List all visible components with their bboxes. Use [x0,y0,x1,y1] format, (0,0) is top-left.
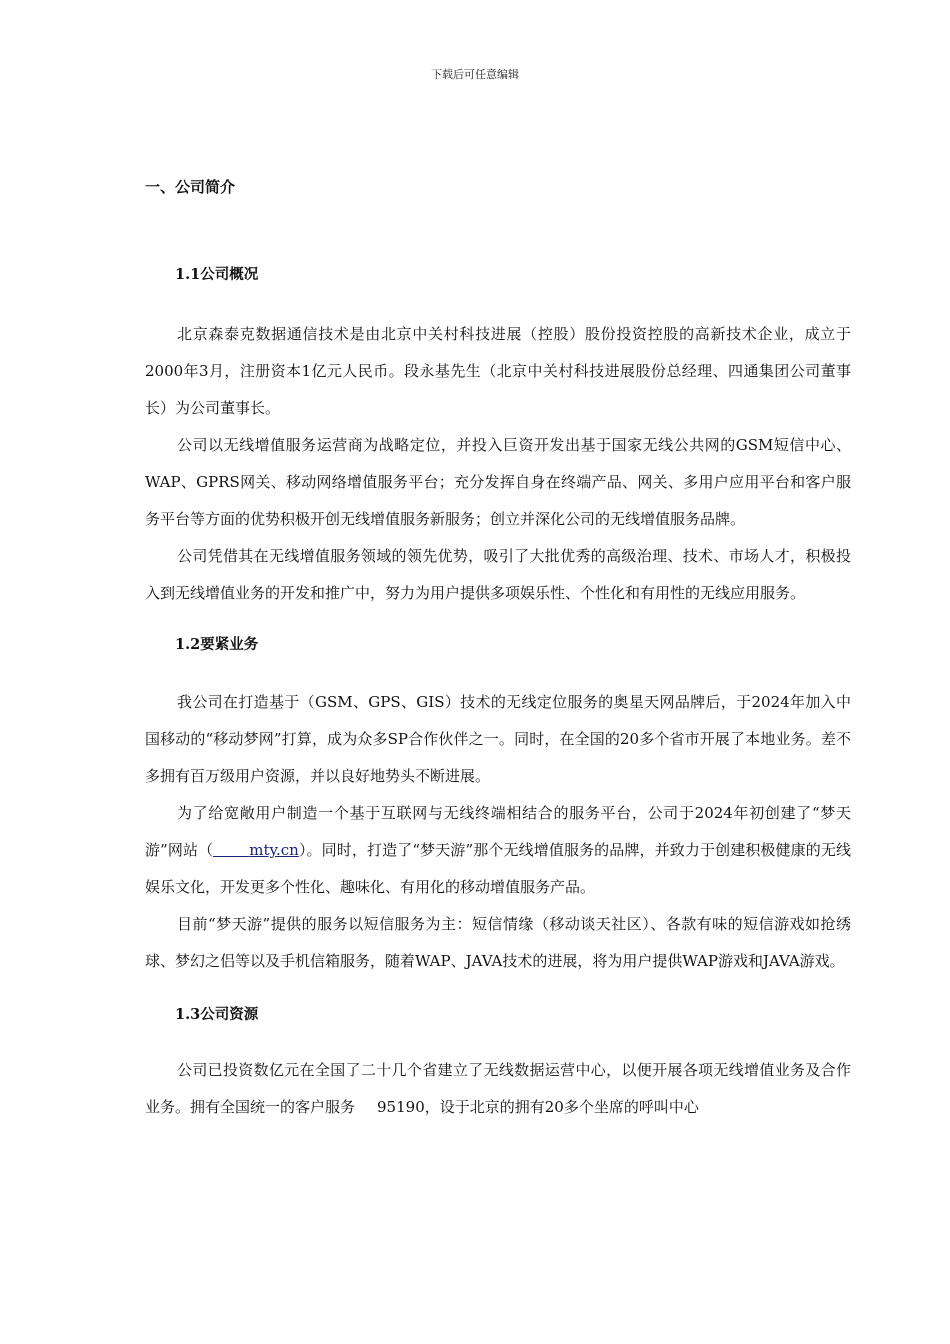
subsection-title-overview: 1.1公司概况 [175,266,259,283]
subsection-title-main-business: 1.2要紧业务 [175,636,259,653]
website-link[interactable]: mty.cn [249,841,299,859]
link-underline-gap [213,842,249,857]
paragraph-overview-2: 公司以无线增值服务运营商为战略定位，并投入巨资开发出基于国家无线公共网的GSM短信中心、WAP、GPRS网关、移动网络增值服务平台；充分发挥自身在终端产品、网关、多用户应用平台和客户服务平台等方面的优势积极开创无线增值服务新服务；创立并深化公司的无线增值服务品牌。 [145,436,851,528]
paragraph-resources-1 [145,1052,851,1126]
page-header: 下载后可任意编辑 [431,68,519,81]
paragraph-overview-3: 公司凭借其在无线增值服务领域的领先优势，吸引了大批优秀的高级治理、技术、市场人才，积极投入到无线增值业务的开发和推广中，努力为用户提供多项娱乐性、个性化和有用性的无线应用服务。 [145,547,851,602]
paragraph-business-2-start: 为了给宽敞用户制造一个基于互联网与无线终端相结合的服务平台，公司于2024年初创建了“梦天游”网站（ [145,804,851,859]
subsection-title-resources: 1.3公司资源 [175,1006,259,1023]
section-title-company-intro: 一、公司简介 [145,178,236,196]
paragraph-resources-1-start: 公司已投资数亿元在全国了二十几个省建立了无线数据运营中心，以便开展各项无线增值业务及合作业务。拥有全国统一的客户服务 [145,1061,851,1116]
paragraph-business-2-end: ）。同时，打造了“梦天游”那个无线增值服务的品牌，并致力于创建积极健康的无线娱乐文化，开发更多个性化、趣味化、有用化的移动增值服务产品。 [145,841,852,896]
paragraph-business-3: 目前“梦天游”提供的服务以短信服务为主：短信情缘（移动谈天社区）、各款有味的短信游戏如抢绣球、梦幻之侣等以及手机信箱服务，随着WAP、JAVA技术的进展，将为用户提供WAP游戏和JAVA游戏。 [145,915,851,970]
paragraph-overview-1: 北京森泰克数据通信技术是由北京中关村科技进展（控股）股份投资控股的高新技术企业，成立于2000年3月，注册资本1亿元人民币。段永基先生（北京中关村科技进展股份总经理、四通集团公司董事长）为公司董事长。 [145,325,851,417]
document-body [145,172,851,1126]
paragraph-resources-1-end: ，设于北京的拥有20多个坐席的呼叫中心 [424,1098,699,1116]
paragraph-business-2 [145,795,851,906]
paragraph-business-1: 我公司在打造基于（GSM、GPS、GIS）技术的无线定位服务的奥星天网品牌后，于2024年加入中国移动的“移动梦网”打算，成为众多SP合作伙伴之一。同时，在全国的20多个省市开展了本地业务。差不多拥有百万级用户资源，并以良好地势头不断进展。 [145,693,851,785]
service-hotline-number: 95190 [377,1098,425,1116]
